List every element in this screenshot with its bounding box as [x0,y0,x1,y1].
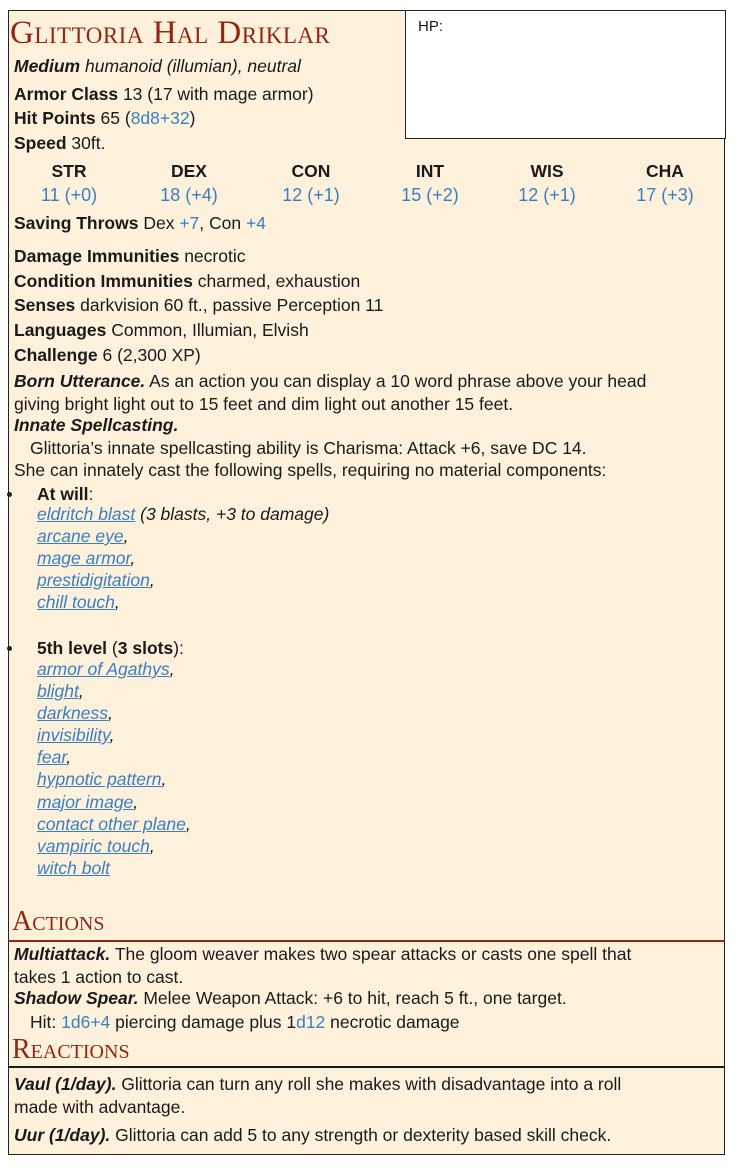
ability-con-value[interactable]: 12 (+1) [282,185,340,205]
hit-label: Hit: [30,1012,62,1032]
spell-link-arcane-eye[interactable]: arcane eye [37,526,124,546]
multiattack-line1 [14,943,631,965]
spell-item [37,835,155,857]
spell-item [37,724,114,746]
size: Medium [14,56,81,76]
languages-label: Languages [14,320,107,340]
damage-immunities-label: Damage Immunities [14,246,180,266]
languages-value: Common, Illumian, Elvish [106,320,309,340]
speed-value: 30ft. [66,133,106,153]
born-utterance-label: Born Utterance. [14,371,146,391]
damage-immunities-value: necrotic [179,246,246,266]
spell-link-chill-touch[interactable]: chill touch [37,592,115,612]
damage-dice-piercing[interactable]: 1d6+4 [61,1012,111,1032]
languages-line [14,319,309,341]
innate-spellcasting-label [14,414,178,436]
creature-name: Glittoria Hal Driklar [10,15,331,51]
armor-class-value: 13 (17 with mage armor) [118,84,314,104]
spell-separator: , [123,526,129,546]
spell-link-darkness[interactable]: darkness [37,703,109,723]
hp-tracker-box[interactable] [405,10,726,139]
condition-immunities-label: Condition Immunities [14,271,193,291]
ability-int-value[interactable]: 15 (+2) [401,185,459,205]
size-type-line [14,55,301,77]
save-dex-bonus[interactable]: +7 [179,213,200,233]
saving-throws-line [14,212,266,234]
vaul-line1 [14,1073,621,1095]
at-will-heading [37,483,93,505]
spell-link-fear[interactable]: fear [37,747,67,767]
fifth-level-close: ): [173,638,184,658]
multiattack-label: Multiattack. [14,944,111,964]
spell-item [37,746,71,768]
uur-text: Glittoria can add 5 to any strength or dexterity based skill check. [110,1125,612,1145]
vaul-line2: made with advantage. [14,1097,186,1117]
save-dex-label: Dex [138,213,180,233]
spell-separator: , [149,570,155,590]
spell-separator: , [114,592,120,612]
spell-link-armor-of-agathys[interactable]: armor of Agathys [37,659,170,679]
spell-item [37,768,166,790]
senses-value: darkvision 60 ft., passive Perception 11 [75,295,384,315]
spell-link-vampiric-touch[interactable]: vampiric touch [37,836,150,856]
at-will-label: At will [37,484,89,504]
spell-separator: , [149,836,155,856]
spell-item [37,525,128,547]
armor-class-label: Armor Class [14,84,119,104]
spell-separator: , [78,681,84,701]
ability-dex-value[interactable]: 18 (+4) [160,185,218,205]
uur-line [14,1124,611,1146]
spell-separator: , [109,725,115,745]
condition-immunities-value: charmed, exhaustion [192,271,361,291]
shadow-spear-text: Melee Weapon Attack: +6 to hit, reach 5 ft., one target. [138,988,567,1008]
spell-item [37,503,329,525]
reactions-heading: Reactions [12,1034,130,1065]
hit-points-value: 65 ( [95,108,131,128]
spell-item [37,569,155,591]
senses-line [14,294,383,316]
senses-label: Senses [14,295,76,315]
ability-cha-name: CHA [646,161,684,181]
hit-points-line [14,107,195,129]
condition-immunities-line [14,270,360,292]
vaul-text: Glittoria can turn any roll she makes with disadvantage into a roll [116,1074,622,1094]
bullet-icon [7,646,12,651]
ability-con-name: CON [291,161,331,181]
spell-link-eldritch-blast[interactable]: eldritch blast [37,504,136,524]
hit-text: piercing damage plus 1 [110,1012,297,1032]
spell-item [37,591,120,613]
type-alignment: humanoid (illumian), neutral [80,56,301,76]
bullet-icon [7,492,12,497]
fifth-level-label: 5th level [37,638,108,658]
spell-separator: , [161,769,167,789]
spell-link-contact-other-plane[interactable]: contact other plane [37,814,186,834]
ability-int-name: INT [415,161,445,181]
spell-item [37,658,174,680]
spell-separator: , [108,703,113,723]
spell-separator: , [185,814,191,834]
fifth-level-heading [37,637,184,659]
speed-label: Speed [14,133,67,153]
born-utterance-text: As an action you can display a 10 word phrase above your head [145,371,647,391]
damage-immunities-line [14,245,245,267]
shadow-spear-label: Shadow Spear. [14,988,139,1008]
born-utterance-line2: giving bright light out to 15 feet and dim light out another 15 feet. [14,394,514,414]
hp-label: HP: [418,18,444,35]
challenge-line [14,344,201,366]
spell-link-witch-bolt[interactable]: witch bolt [37,858,110,878]
save-con-bonus[interactable]: +4 [245,213,266,233]
save-con-label: , Con [199,213,246,233]
damage-dice-necrotic[interactable]: d12 [296,1012,326,1032]
spell-link-major-image[interactable]: major image [37,792,134,812]
spell-link-blight[interactable]: blight [37,681,79,701]
spell-item [37,702,113,724]
spell-link-prestidigitation[interactable]: prestidigitation [37,570,150,590]
hit-points-close: ) [189,108,196,128]
armor-class-line [14,83,314,105]
at-will-colon: : [88,484,94,504]
spell-separator: , [169,659,175,679]
challenge-label: Challenge [14,345,98,365]
ability-cha-value[interactable]: 17 (+3) [636,185,694,205]
spell-item [37,857,110,879]
hit-text-end: necrotic damage [325,1012,460,1032]
spell-link-invisibility[interactable]: invisibility [37,725,110,745]
uur-label: Uur (1/day). [14,1125,111,1145]
spell-item [37,680,84,702]
ability-str-name: STR [51,161,87,181]
spell-separator: , [130,548,136,568]
fifth-level-slots: 3 slots [117,638,174,658]
spell-item [37,813,191,835]
multiattack-text: The gloom weaver makes two spear attacks or casts one spell that [110,944,632,964]
spell-link-hypnotic-pattern[interactable]: hypnotic pattern [37,769,162,789]
ability-str-value[interactable]: 11 (+0) [40,185,98,205]
born-utterance-line1 [14,370,646,392]
spell-item [37,547,135,569]
speed-line [14,132,105,154]
ability-wis-value[interactable]: 12 (+1) [518,185,576,205]
shadow-spear-hit-line [30,1011,460,1033]
spell-note: (3 blasts, +3 to damage) [135,504,330,524]
vaul-label: Vaul (1/day). [14,1074,117,1094]
spell-item [37,791,138,813]
shadow-spear-line1 [14,987,567,1009]
innate-spellcasting-line1: Glittoria’s innate spellcasting ability is Charisma: Attack +6, save DC 14. [30,438,587,458]
hit-dice[interactable]: 8d8+32 [130,108,190,128]
multiattack-line2: takes 1 action to cast. [14,967,184,987]
spell-separator: , [133,792,139,812]
challenge-value: 6 (2,300 XP) [97,345,201,365]
innate-spellcasting-line2: She can innately cast the following spells, requiring no material components: [14,460,607,480]
fifth-level-open: ( [107,638,118,658]
reactions-divider [8,1066,725,1068]
ability-dex-name: DEX [171,161,207,181]
spell-separator: , [66,747,72,767]
spell-link-mage-armor[interactable]: mage armor [37,548,131,568]
hit-points-label: Hit Points [14,108,96,128]
actions-heading: Actions [12,906,105,937]
ability-wis-name: WIS [530,161,564,181]
saving-throws-label: Saving Throws [14,213,139,233]
innate-spellcasting-title: Innate Spellcasting. [14,415,179,435]
actions-divider [8,940,725,942]
